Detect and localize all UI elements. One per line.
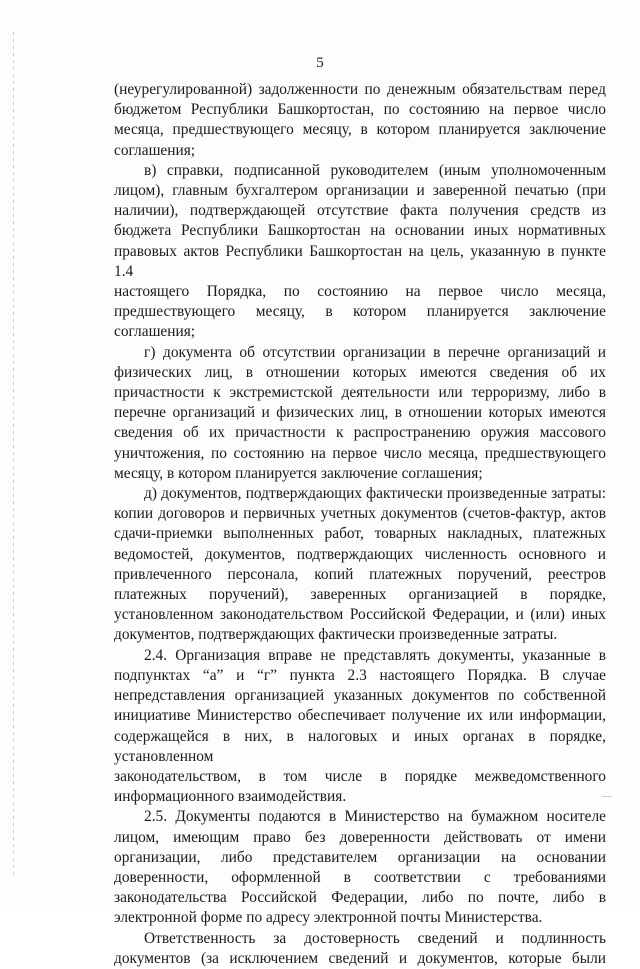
text-line: лицом, имеющим право без доверенности действовать от имени xyxy=(114,828,606,846)
text-line: физических лиц, в отношении которых имеются сведения об их xyxy=(114,363,606,381)
paragraph xyxy=(114,161,606,343)
text-line: г) документа об отсутствии организации в перечне организаций и xyxy=(144,343,606,361)
document-body xyxy=(114,80,606,969)
text-line: привлеченного персонала, копий платежных поручений, реестров xyxy=(114,565,606,583)
text-line: бюджетом Республики Башкортостан, по состоянию на первое число xyxy=(114,101,606,119)
text-line: бюджета Республики Башкортостан на основании иных нормативных xyxy=(114,222,606,240)
paragraph xyxy=(114,807,606,928)
text-line: (неурегулированной) задолженности по денежным обязательствам перед xyxy=(114,81,606,98)
text-line: правовых актов Республики Башкортостан на цель, указанную в пункте 1.4 xyxy=(114,242,606,280)
text-line: копии договоров и первичных учетных документов (счетов-фактур, актов xyxy=(114,505,606,523)
text-line: соглашения; xyxy=(114,141,196,159)
text-line: наличии), подтверждающей отсутствие факта получения средств из xyxy=(114,202,606,220)
text-line: настоящего Порядка, по состоянию на первое число месяца, xyxy=(114,283,606,301)
text-line: доверенности, оформленной в соответствии с требованиями xyxy=(114,868,606,886)
text-line: причастности к экстремистской деятельности или терроризму, либо в xyxy=(114,384,606,402)
scan-artifact xyxy=(602,796,612,797)
text-line: 2.4. Организация вправе не представлять документы, указанные в xyxy=(144,646,606,664)
text-line: сведения об их причастности к распространению оружия массового xyxy=(114,424,606,442)
text-line: содержащейся в них, в налоговых и иных органах в порядке, установленном xyxy=(114,727,606,765)
text-line: электронной форме по адресу электронной почты Министерства. xyxy=(114,909,543,927)
text-line: д) документов, подтверждающих фактически произведенные затраты: xyxy=(144,485,606,503)
text-line: ведомостей, документов, подтверждающих численность основного и xyxy=(114,545,606,563)
text-line: подпунктах “а” и “г” пункта 2.3 настоящего Порядка. В случае xyxy=(114,666,606,684)
text-line: Ответственность за достоверность сведений и подлинность xyxy=(144,929,606,947)
text-line: уничтожения, по состоянию на первое число месяца, предшествующего xyxy=(114,444,606,462)
text-line: установленном законодательством Российской Федерации, и (или) иных xyxy=(114,606,606,624)
text-line: инициативе Министерство обеспечивает получение их или информации, xyxy=(114,707,606,725)
text-line: законодательством, в том числе в порядке межведомственного xyxy=(114,767,606,785)
paragraph xyxy=(114,343,606,484)
text-line: лицом), главным бухгалтером организации и заверенной печатью (при xyxy=(114,182,606,200)
text-line: месяцу, в котором планируется заключение соглашения; xyxy=(114,464,483,482)
paragraph xyxy=(114,80,606,161)
text-line: организации, либо представителем организации на основании xyxy=(114,848,606,866)
text-line: непредставления организацией указанных документов по собственной xyxy=(114,687,606,705)
text-line: законодательства Российской Федерации, либо по почте, либо в xyxy=(114,889,606,907)
text-line: 2.5. Документы подаются в Министерство на бумажном носителе xyxy=(144,808,606,826)
paragraph xyxy=(114,484,606,646)
page-number: 5 xyxy=(316,55,324,71)
text-line: документов, подтверждающих фактически произведенные затраты. xyxy=(114,626,558,644)
paragraph xyxy=(114,929,606,969)
text-line: документов (за исключением сведений и документов, которые были xyxy=(114,949,606,967)
text-line: предшествующего месяцу, в котором планируется заключение соглашения; xyxy=(114,303,606,341)
text-line: в) справки, подписанной руководителем (иным уполномоченным xyxy=(144,161,606,179)
text-line: сдачи-приемки выполненных работ, товарных накладных, платежных xyxy=(114,525,606,543)
paragraph xyxy=(114,646,606,808)
text-line: информационного взаимодействия. xyxy=(114,788,347,806)
binding-edge-mark xyxy=(13,32,14,877)
text-line: месяца, предшествующего месяцу, в котором планируется заключение xyxy=(114,121,606,139)
text-line: платежных поручений), заверенных организацией в порядке, xyxy=(114,586,606,604)
text-line: перечне организаций и физических лиц, в отношении которых имеются xyxy=(114,404,606,422)
